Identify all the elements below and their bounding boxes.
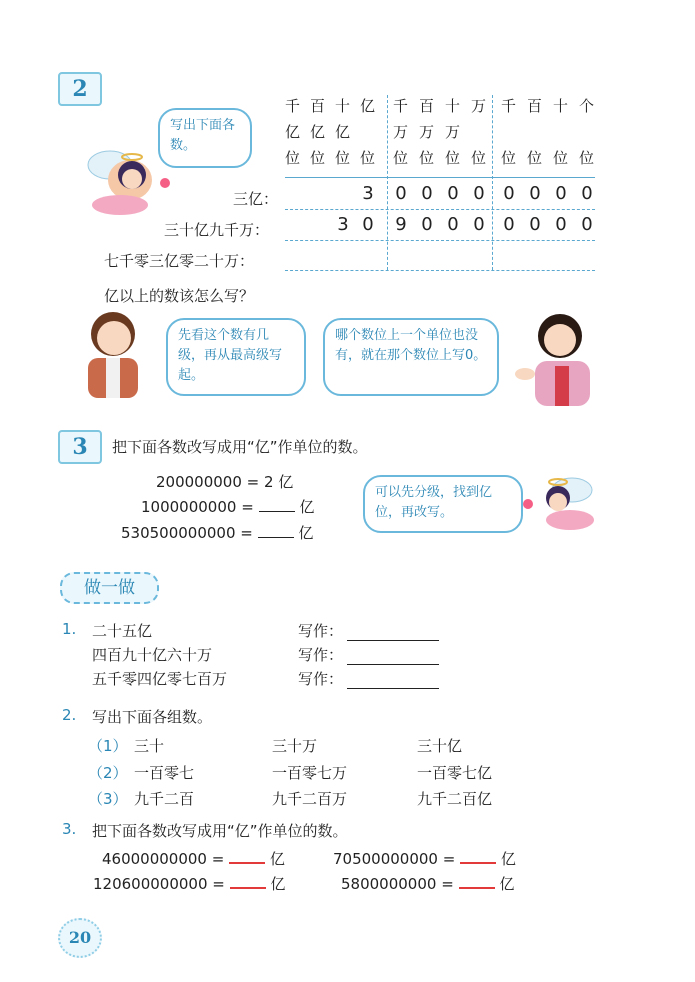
table-digit: 0 — [473, 183, 485, 204]
column-header-char: 亿 — [285, 123, 303, 141]
answer-blank[interactable] — [230, 887, 266, 889]
group-tag: （1） — [88, 737, 128, 755]
group-item: 一百零七 — [134, 764, 195, 782]
column-header-char: 百 — [419, 97, 437, 115]
group-item: 九千二百亿 — [417, 790, 493, 808]
q3-line — [102, 848, 285, 869]
q1-item: 五千零四亿零七百万 — [92, 670, 228, 688]
group-tag: （2） — [88, 764, 128, 782]
answer-blank[interactable] — [229, 862, 265, 864]
boy-illustration — [78, 306, 148, 401]
write-line — [298, 668, 439, 689]
column-header-char: 十 — [553, 97, 571, 115]
group-item: 三十亿 — [417, 737, 463, 755]
column-header-char: 位 — [579, 149, 597, 167]
unit: 亿 — [298, 524, 314, 542]
table-digit: 0 — [529, 183, 541, 204]
column-header-char: 位 — [419, 149, 437, 167]
conversion-left: 1000000000 = — [141, 498, 254, 516]
group-item: 九千二百 — [134, 790, 195, 808]
column-header-char: 万 — [393, 123, 411, 141]
column-header-char: 位 — [471, 149, 489, 167]
column-header-char: 亿 — [335, 123, 353, 141]
boy-speech-bubble: 先看这个数有几级，再从最高级写起。 — [166, 318, 306, 396]
column-header-char: 十 — [335, 97, 353, 115]
unit: 亿 — [270, 875, 286, 893]
question-text: 亿以上的数该怎么写？ — [104, 287, 255, 305]
angel-speech-bubble: 写出下面各数。 — [158, 108, 252, 168]
q3-prompt: 把下面各数改写成用“亿”作单位的数。 — [92, 822, 348, 840]
answer-blank[interactable] — [460, 862, 496, 864]
group-item: 三十 — [134, 737, 165, 755]
write-line — [298, 620, 439, 641]
answer-blank[interactable] — [259, 511, 295, 512]
girl-speech-bubble: 哪个数位上一个单位也没有，就在那个数位上写0。 — [323, 318, 499, 396]
table-digit: 0 — [447, 183, 459, 204]
table-digit: 9 — [395, 214, 407, 235]
conversion-line — [121, 522, 313, 543]
table-digit: 0 — [421, 214, 433, 235]
conversion-left: 530500000000 = — [121, 524, 253, 542]
column-header-char: 位 — [527, 149, 545, 167]
group-separator — [492, 95, 493, 270]
unit: 亿 — [299, 498, 315, 516]
table-digit: 0 — [555, 214, 567, 235]
column-header-char: 百 — [310, 97, 328, 115]
table-digit: 0 — [503, 183, 515, 204]
column-header-char: 万 — [419, 123, 437, 141]
column-header-char: 位 — [360, 149, 378, 167]
q3-line — [93, 873, 285, 894]
angel-illustration-2 — [520, 470, 600, 535]
group-tag: （3） — [88, 790, 128, 808]
practice-title: 做一做 — [60, 572, 159, 604]
angel-speech-bubble-2: 可以先分级，找到亿位，再改写。 — [363, 475, 523, 533]
table-rule — [285, 209, 595, 210]
table-rule — [285, 270, 595, 271]
example-number-2: 2 — [58, 72, 102, 106]
table-digit: 0 — [362, 214, 374, 235]
conversion-left: 70500000000 = — [333, 850, 456, 868]
column-header-char: 位 — [285, 149, 303, 167]
row-label: 三亿： — [233, 190, 279, 208]
column-header-char: 千 — [285, 97, 303, 115]
table-digit: 0 — [473, 214, 485, 235]
table-digit: 0 — [529, 214, 541, 235]
column-header-char: 位 — [310, 149, 328, 167]
write-label: 写作： — [298, 622, 344, 640]
conversion-left: 5800000000 = — [341, 875, 454, 893]
example3-instruction: 把下面各数改写成用“亿”作单位的数。 — [112, 438, 368, 456]
column-header-char: 个 — [579, 97, 597, 115]
table-digit: 0 — [447, 214, 459, 235]
table-digit: 3 — [362, 183, 374, 204]
place-value-table — [285, 95, 595, 270]
q3-line — [333, 848, 516, 869]
conversion-line: 200000000 = 2 亿 — [156, 473, 294, 491]
column-header-char: 亿 — [360, 97, 378, 115]
column-header-char: 位 — [393, 149, 411, 167]
table-digit: 0 — [421, 183, 433, 204]
question-number: 3. — [62, 820, 77, 838]
example-number-3: 3 — [58, 430, 102, 464]
unit: 亿 — [269, 850, 285, 868]
column-header-char: 位 — [553, 149, 571, 167]
write-line — [298, 644, 439, 665]
column-header-char: 亿 — [310, 123, 328, 141]
conversion-left: 46000000000 = — [102, 850, 225, 868]
page-number: 20 — [58, 918, 102, 958]
girl-illustration — [510, 306, 600, 406]
table-digit: 0 — [555, 183, 567, 204]
table-digit: 0 — [581, 214, 593, 235]
answer-blank[interactable] — [459, 887, 495, 889]
q1-item: 四百九十亿六十万 — [92, 646, 213, 664]
group-item: 九千二百万 — [272, 790, 348, 808]
column-header-char: 千 — [501, 97, 519, 115]
column-header-char: 位 — [445, 149, 463, 167]
answer-blank[interactable] — [258, 537, 294, 538]
table-digit: 0 — [581, 183, 593, 204]
table-digit: 3 — [337, 214, 349, 235]
row-label: 三十亿九千万： — [164, 221, 270, 239]
group-separator — [387, 95, 388, 270]
column-header-char: 十 — [445, 97, 463, 115]
column-header-char: 百 — [527, 97, 545, 115]
row-label: 七千零三亿零二十万： — [104, 252, 255, 270]
answer-blank[interactable] — [347, 664, 439, 665]
column-header-char: 位 — [335, 149, 353, 167]
conversion-line — [141, 496, 314, 517]
column-header-char: 万 — [471, 97, 489, 115]
unit: 亿 — [499, 875, 515, 893]
conversion-left: 120600000000 = — [93, 875, 225, 893]
answer-blank[interactable] — [347, 688, 439, 689]
write-label: 写作： — [298, 646, 344, 664]
q3-line — [341, 873, 514, 894]
write-label: 写作： — [298, 670, 344, 688]
table-digit: 0 — [503, 214, 515, 235]
question-number: 2. — [62, 706, 77, 724]
column-header-char: 万 — [445, 123, 463, 141]
q2-prompt: 写出下面各组数。 — [92, 708, 213, 726]
column-header-char: 位 — [501, 149, 519, 167]
group-item: 三十万 — [272, 737, 318, 755]
question-number: 1. — [62, 620, 77, 638]
q1-item: 二十五亿 — [92, 622, 153, 640]
unit: 亿 — [500, 850, 516, 868]
answer-blank[interactable] — [347, 640, 439, 641]
group-item: 一百零七亿 — [417, 764, 493, 782]
table-digit: 0 — [395, 183, 407, 204]
group-item: 一百零七万 — [272, 764, 348, 782]
table-rule — [285, 177, 595, 178]
table-rule — [285, 240, 595, 241]
column-header-char: 千 — [393, 97, 411, 115]
